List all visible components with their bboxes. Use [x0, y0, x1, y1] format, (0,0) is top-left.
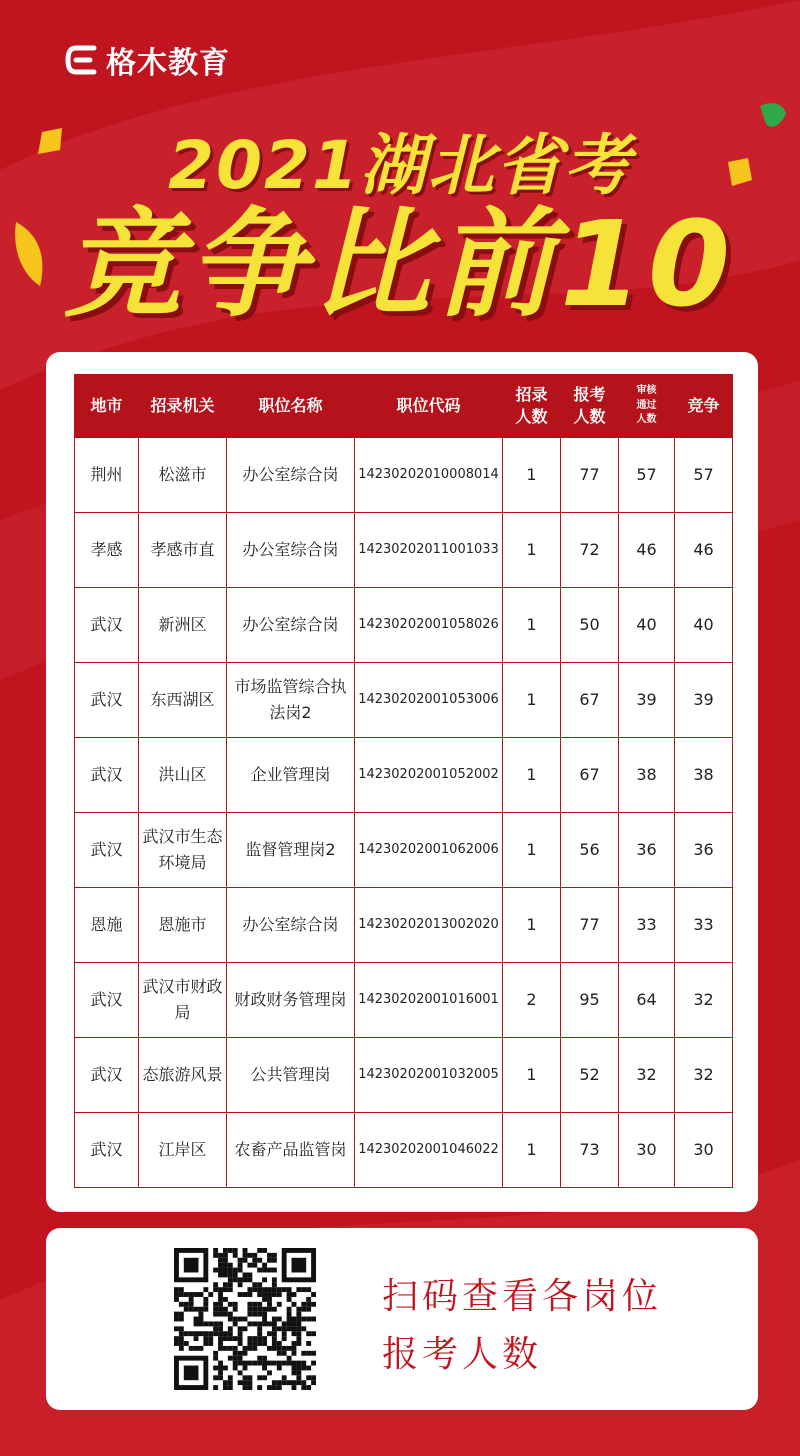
cell-code: 14230202011001033: [355, 513, 503, 588]
cell-applied-count: 67: [561, 738, 619, 813]
cell-agency: 松滋市: [139, 438, 227, 513]
cell-position: 财政财务管理岗: [227, 963, 355, 1038]
cell-hire-count: 1: [503, 738, 561, 813]
cell-hire-count: 1: [503, 1038, 561, 1113]
cell-city: 武汉: [75, 1038, 139, 1113]
cell-city: 荆州: [75, 438, 139, 513]
cell-agency: 态旅游风景: [139, 1038, 227, 1113]
headline-main: 竞争比前10: [63, 195, 737, 333]
cell-code: 14230202001053006: [355, 663, 503, 738]
cell-agency: 新洲区: [139, 588, 227, 663]
table-row: [75, 513, 733, 588]
cell-hire-count: 1: [503, 513, 561, 588]
cell-hire-count: 1: [503, 813, 561, 888]
cell-position: 监督管理岗2: [227, 813, 355, 888]
cell-applied-count: 52: [561, 1038, 619, 1113]
qr-caption-line2: 报考人数: [382, 1333, 543, 1375]
cell-hire-count: 1: [503, 888, 561, 963]
qr-card: [46, 1228, 758, 1410]
cell-approved-count: 32: [619, 1038, 675, 1113]
cell-code: 14230202001046022: [355, 1113, 503, 1188]
table-row: [75, 588, 733, 663]
cell-ratio: 38: [675, 738, 733, 813]
geemu-logo-icon: [64, 42, 100, 78]
cell-agency: 东西湖区: [139, 663, 227, 738]
cell-ratio: 33: [675, 888, 733, 963]
table-header-row: [75, 375, 733, 438]
qr-caption-line1: 扫码查看各岗位: [382, 1276, 663, 1317]
cell-code: 14230202001032005: [355, 1038, 503, 1113]
cell-city: 武汉: [75, 813, 139, 888]
cell-approved-count: 64: [619, 963, 675, 1038]
cell-agency: 武汉市生态环境局: [139, 813, 227, 888]
header-position: 职位名称: [227, 375, 355, 438]
cell-ratio: 39: [675, 663, 733, 738]
cell-applied-count: 77: [561, 438, 619, 513]
cell-position: 公共管理岗: [227, 1038, 355, 1113]
cell-ratio: 46: [675, 513, 733, 588]
cell-code: 14230202001016001: [355, 963, 503, 1038]
cell-approved-count: 40: [619, 588, 675, 663]
cell-city: 恩施: [75, 888, 139, 963]
cell-applied-count: 50: [561, 588, 619, 663]
header-agency: 招录机关: [139, 375, 227, 438]
cell-code: 14230202001058026: [355, 588, 503, 663]
cell-hire-count: 1: [503, 663, 561, 738]
cell-hire-count: 1: [503, 438, 561, 513]
cell-code: 14230202010008014: [355, 438, 503, 513]
table-row: [75, 813, 733, 888]
cell-applied-count: 77: [561, 888, 619, 963]
header-applied-count: 报考 人数: [561, 375, 619, 438]
table-row: [75, 963, 733, 1038]
cell-ratio: 57: [675, 438, 733, 513]
cell-city: 武汉: [75, 588, 139, 663]
cell-position: 企业管理岗: [227, 738, 355, 813]
cell-position: 办公室综合岗: [227, 588, 355, 663]
cell-approved-count: 38: [619, 738, 675, 813]
qr-caption: [382, 1268, 662, 1383]
cell-position: 市场监管综合执法岗2: [227, 663, 355, 738]
cell-hire-count: 1: [503, 588, 561, 663]
cell-ratio: 32: [675, 963, 733, 1038]
table-row: [75, 888, 733, 963]
cell-ratio: 40: [675, 588, 733, 663]
cell-code: 14230202013002020: [355, 888, 503, 963]
cell-approved-count: 30: [619, 1113, 675, 1188]
cell-agency: 武汉市财政局: [139, 963, 227, 1038]
header-code: 职位代码: [355, 375, 503, 438]
cell-position: 办公室综合岗: [227, 888, 355, 963]
table-row: [75, 1113, 733, 1188]
table-row: [75, 1038, 733, 1113]
table-row: [75, 663, 733, 738]
header-hire-count: 招录 人数: [503, 375, 561, 438]
cell-city: 武汉: [75, 963, 139, 1038]
cell-ratio: 36: [675, 813, 733, 888]
cell-city: 武汉: [75, 738, 139, 813]
cell-ratio: 32: [675, 1038, 733, 1113]
brand-logo: [64, 38, 230, 82]
cell-approved-count: 33: [619, 888, 675, 963]
cell-approved-count: 46: [619, 513, 675, 588]
cell-applied-count: 72: [561, 513, 619, 588]
table-row: [75, 738, 733, 813]
cell-city: 武汉: [75, 663, 139, 738]
cell-code: 14230202001052002: [355, 738, 503, 813]
cell-applied-count: 95: [561, 963, 619, 1038]
header-city: 地市: [75, 375, 139, 438]
cell-code: 14230202001062006: [355, 813, 503, 888]
cell-approved-count: 36: [619, 813, 675, 888]
cell-city: 孝感: [75, 513, 139, 588]
cell-applied-count: 73: [561, 1113, 619, 1188]
cell-agency: 恩施市: [139, 888, 227, 963]
cell-approved-count: 39: [619, 663, 675, 738]
cell-city: 武汉: [75, 1113, 139, 1188]
brand-name: 格木教育: [106, 46, 230, 81]
header-ratio: 竞争: [675, 375, 733, 438]
cell-applied-count: 67: [561, 663, 619, 738]
table-card: [46, 352, 758, 1212]
table-row: [75, 438, 733, 513]
cell-position: 办公室综合岗: [227, 513, 355, 588]
headline-year: 2021湖北省考: [168, 127, 632, 204]
cell-approved-count: 57: [619, 438, 675, 513]
qr-code-icon[interactable]: [174, 1248, 316, 1390]
competition-table: [74, 374, 733, 1188]
cell-applied-count: 56: [561, 813, 619, 888]
cell-agency: 孝感市直: [139, 513, 227, 588]
cell-hire-count: 1: [503, 1113, 561, 1188]
cell-agency: 洪山区: [139, 738, 227, 813]
cell-ratio: 30: [675, 1113, 733, 1188]
cell-hire-count: 2: [503, 963, 561, 1038]
cell-agency: 江岸区: [139, 1113, 227, 1188]
cell-position: 农畜产品监管岗: [227, 1113, 355, 1188]
cell-position: 办公室综合岗: [227, 438, 355, 513]
header-approved-count: 审核 通过 人数: [619, 375, 675, 438]
